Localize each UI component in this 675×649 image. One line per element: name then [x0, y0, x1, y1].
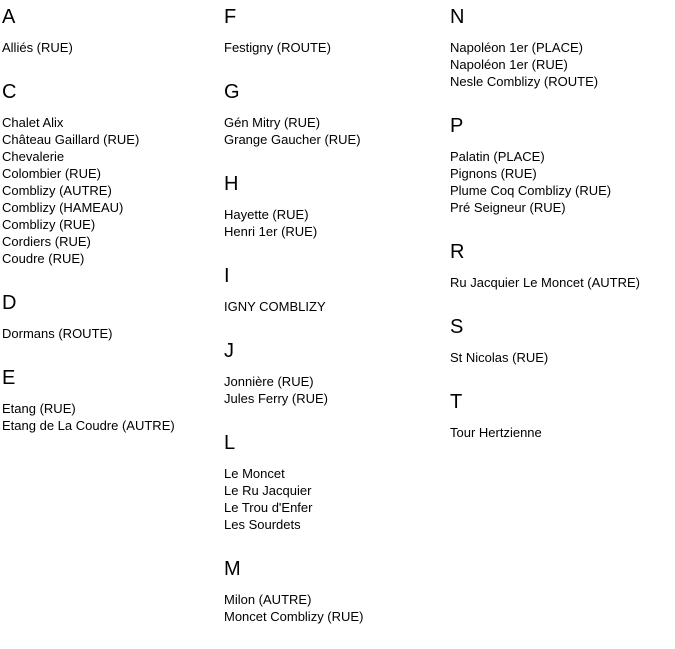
index-section-a	[2, 5, 222, 56]
section-entries	[224, 591, 448, 625]
index-section-j	[224, 339, 448, 407]
street-entry: Jules Ferry (RUE)	[224, 391, 329, 406]
street-entry: Château Gaillard (RUE)	[2, 132, 140, 147]
street-entry: Nesle Comblizy (ROUTE)	[450, 74, 599, 89]
section-letter-p: P	[450, 115, 464, 137]
section-entries	[224, 206, 448, 240]
section-letter-a: A	[2, 6, 16, 28]
street-entry: Le Ru Jacquier	[224, 483, 312, 498]
street-entry: Grange Gaucher (RUE)	[224, 132, 361, 147]
street-entry: Comblizy (AUTRE)	[2, 183, 112, 198]
section-entries	[224, 298, 448, 315]
index-section-h	[224, 172, 448, 240]
section-entries	[224, 114, 448, 148]
street-entry: Etang de La Coudre (AUTRE)	[2, 418, 175, 433]
street-entry: Coudre (RUE)	[2, 251, 85, 266]
section-entries	[450, 349, 673, 366]
street-entry: Napoléon 1er (RUE)	[450, 57, 568, 72]
section-letter-i: I	[224, 265, 231, 287]
section-letter-g: G	[224, 81, 241, 103]
section-entries	[224, 373, 448, 407]
index-section-p	[450, 114, 673, 216]
street-entry: Les Sourdets	[224, 517, 301, 532]
street-entry: Napoléon 1er (PLACE)	[450, 40, 583, 55]
index-section-s	[450, 315, 673, 366]
street-entry: Colombier (RUE)	[2, 166, 101, 181]
section-letter-s: S	[450, 316, 464, 338]
index-column-3	[450, 5, 673, 465]
section-entries	[224, 465, 448, 533]
section-entries	[2, 325, 222, 342]
section-entries	[2, 39, 222, 56]
index-section-i	[224, 264, 448, 315]
street-entry: Hayette (RUE)	[224, 207, 309, 222]
index-section-c	[2, 80, 222, 267]
street-entry: Chalet Alix	[2, 115, 64, 130]
street-entry: Plume Coq Comblizy (RUE)	[450, 183, 612, 198]
index-section-f	[224, 5, 448, 56]
section-letter-t: T	[450, 391, 463, 413]
street-entry: Alliés (RUE)	[2, 40, 73, 55]
street-entry: Cordiers (RUE)	[2, 234, 91, 249]
index-section-d	[2, 291, 222, 342]
index-section-g	[224, 80, 448, 148]
street-entry: Tour Hertzienne	[450, 425, 542, 440]
index-section-n	[450, 5, 673, 90]
section-letter-m: M	[224, 558, 242, 580]
section-letter-r: R	[450, 241, 465, 263]
index-column-1	[2, 5, 222, 458]
street-entry: Dormans (ROUTE)	[2, 326, 113, 341]
street-entry: St Nicolas (RUE)	[450, 350, 549, 365]
section-entries	[450, 274, 673, 291]
section-entries	[2, 400, 222, 434]
section-letter-l: L	[224, 432, 236, 454]
section-entries	[450, 424, 673, 441]
index-section-l	[224, 431, 448, 533]
section-letter-e: E	[2, 367, 16, 389]
street-entry: Comblizy (HAMEAU)	[2, 200, 124, 215]
section-letter-h: H	[224, 173, 239, 195]
section-letter-f: F	[224, 6, 237, 28]
section-entries	[450, 39, 673, 90]
street-entry: Gén Mitry (RUE)	[224, 115, 321, 130]
index-section-r	[450, 240, 673, 291]
index-section-t	[450, 390, 673, 441]
street-entry: Ru Jacquier Le Moncet (AUTRE)	[450, 275, 641, 290]
section-letter-d: D	[2, 292, 17, 314]
section-letter-c: C	[2, 81, 17, 103]
street-entry: Festigny (ROUTE)	[224, 40, 331, 55]
section-entries	[450, 148, 673, 216]
street-entry: IGNY COMBLIZY	[224, 299, 326, 314]
street-entry: Moncet Comblizy (RUE)	[224, 609, 364, 624]
index-section-m	[224, 557, 448, 625]
index-section-e	[2, 366, 222, 434]
street-entry: Henri 1er (RUE)	[224, 224, 318, 239]
street-entry: Pignons (RUE)	[450, 166, 537, 181]
street-entry: Jonnière (RUE)	[224, 374, 314, 389]
street-entry: Etang (RUE)	[2, 401, 76, 416]
street-entry: Milon (AUTRE)	[224, 592, 312, 607]
street-entry: Palatin (PLACE)	[450, 149, 545, 164]
street-entry: Pré Seigneur (RUE)	[450, 200, 566, 215]
street-entry: Le Trou d'Enfer	[224, 500, 313, 515]
street-entry: Le Moncet	[224, 466, 285, 481]
section-entries	[224, 39, 448, 56]
street-entry: Chevalerie	[2, 149, 65, 164]
index-column-2	[224, 5, 448, 649]
section-entries	[2, 114, 222, 267]
street-entry: Comblizy (RUE)	[2, 217, 96, 232]
section-letter-n: N	[450, 6, 465, 28]
section-letter-j: J	[224, 340, 235, 362]
